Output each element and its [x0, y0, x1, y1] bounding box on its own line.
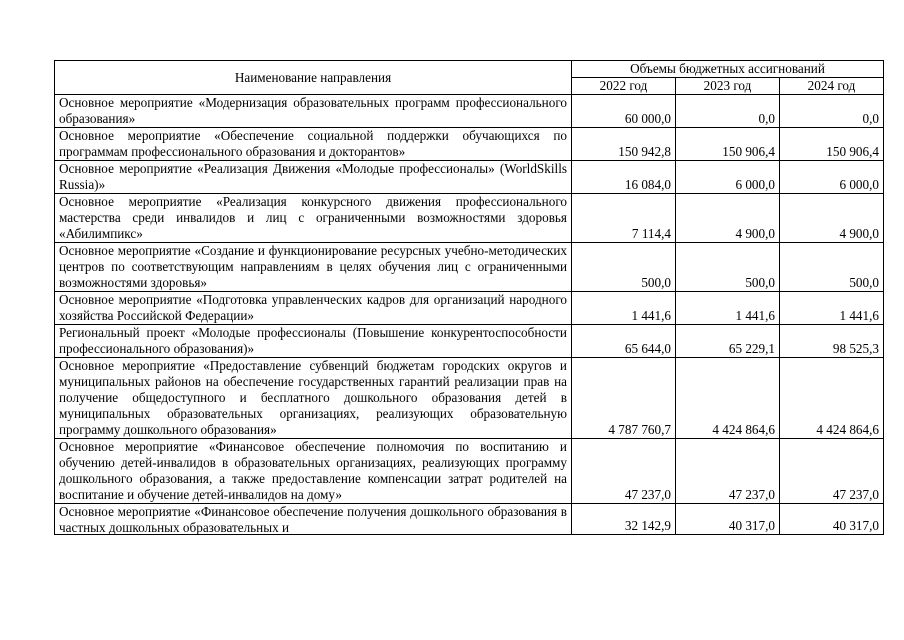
row-name: Основное мероприятие «Создание и функционирование ресурсных учебно-методических центров по соответствующим направлениям в целях обучения лиц с ограниченными возможностями здоровья»: [55, 243, 572, 292]
value-2024: 98 525,3: [780, 325, 884, 358]
table-row: [55, 95, 884, 128]
row-name: Основное мероприятие «Подготовка управленческих кадров для организаций народного хозяйства Российской Федерации»: [55, 292, 572, 325]
row-name: Основное мероприятие «Предоставление субвенций бюджетам городских округов и муниципальных районов на обеспечение государственных гарантий реализации прав на получение общедоступного и бесплатного дошкольного образования детей в муниципальных образовательных организациях, реализующих образовательную программу дошкольного образования»: [55, 358, 572, 439]
value-2024: 150 906,4: [780, 128, 884, 161]
value-2023: 0,0: [676, 95, 780, 128]
header-year-2024: 2024 год: [780, 78, 884, 95]
row-name: Основное мероприятие «Финансовое обеспечение полномочия по воспитанию и обучению детей-инвалидов в образовательных организациях, реализующих программу дошкольного образования, а также предоставление компенсации затрат родителей на воспитание и обучение детей-инвалидов на дому»: [55, 439, 572, 504]
row-name-container: [55, 504, 572, 535]
table-row: [55, 292, 884, 325]
value-2024: 1 441,6: [780, 292, 884, 325]
value-2022: 47 237,0: [572, 439, 676, 504]
table-row: [55, 439, 884, 504]
value-2022: 7 114,4: [572, 194, 676, 243]
value-2023: 4 900,0: [676, 194, 780, 243]
row-name: Основное мероприятие «Модернизация образовательных программ профессионального образования»: [55, 95, 572, 128]
value-2023: 150 906,4: [676, 128, 780, 161]
row-name: Основное мероприятие «Обеспечение социальной поддержки обучающихся по программам профессионального образования и докторантов»: [55, 128, 572, 161]
value-2022: 1 441,6: [572, 292, 676, 325]
table-row: [55, 325, 884, 358]
table-row: [55, 358, 884, 439]
value-2022: 4 787 760,7: [572, 358, 676, 439]
value-2023: 65 229,1: [676, 325, 780, 358]
value-2023: 40 317,0: [676, 504, 780, 535]
table-row: [55, 243, 884, 292]
value-2022: 65 644,0: [572, 325, 676, 358]
table-row: [55, 128, 884, 161]
value-2023: 1 441,6: [676, 292, 780, 325]
value-2024: 40 317,0: [780, 504, 884, 535]
value-2023: 4 424 864,6: [676, 358, 780, 439]
value-2024: 0,0: [780, 95, 884, 128]
value-2022: 500,0: [572, 243, 676, 292]
row-name: Основное мероприятие «Финансовое обеспечение получения дошкольного образования в частных дошкольных образовательных и: [59, 504, 567, 534]
value-2023: 500,0: [676, 243, 780, 292]
value-2022: 60 000,0: [572, 95, 676, 128]
value-2022: 32 142,9: [572, 504, 676, 535]
header-year-2022: 2022 год: [572, 78, 676, 95]
value-2024: 47 237,0: [780, 439, 884, 504]
header-budget-volumes: Объемы бюджетных ассигнований: [572, 61, 884, 78]
table-row: [55, 194, 884, 243]
row-name: Основное мероприятие «Реализация конкурсного движения профессионального мастерства среди инвалидов и лиц с ограниченными возможностями здоровья «Абилимпикс»: [55, 194, 572, 243]
row-name: Региональный проект «Молодые профессионалы (Повышение конкурентоспособности профессионального образования)»: [55, 325, 572, 358]
value-2024: 4 424 864,6: [780, 358, 884, 439]
value-2023: 47 237,0: [676, 439, 780, 504]
table-row: [55, 161, 884, 194]
value-2022: 16 084,0: [572, 161, 676, 194]
row-name: Основное мероприятие «Реализация Движения «Молодые профессионалы» (WorldSkills Russia)»: [55, 161, 572, 194]
value-2023: 6 000,0: [676, 161, 780, 194]
value-2024: 4 900,0: [780, 194, 884, 243]
header-direction-name: Наименование направления: [55, 61, 572, 95]
value-2022: 150 942,8: [572, 128, 676, 161]
value-2024: 6 000,0: [780, 161, 884, 194]
budget-allocations-table: [54, 60, 884, 535]
table-row: [55, 504, 884, 535]
value-2024: 500,0: [780, 243, 884, 292]
header-year-2023: 2023 год: [676, 78, 780, 95]
